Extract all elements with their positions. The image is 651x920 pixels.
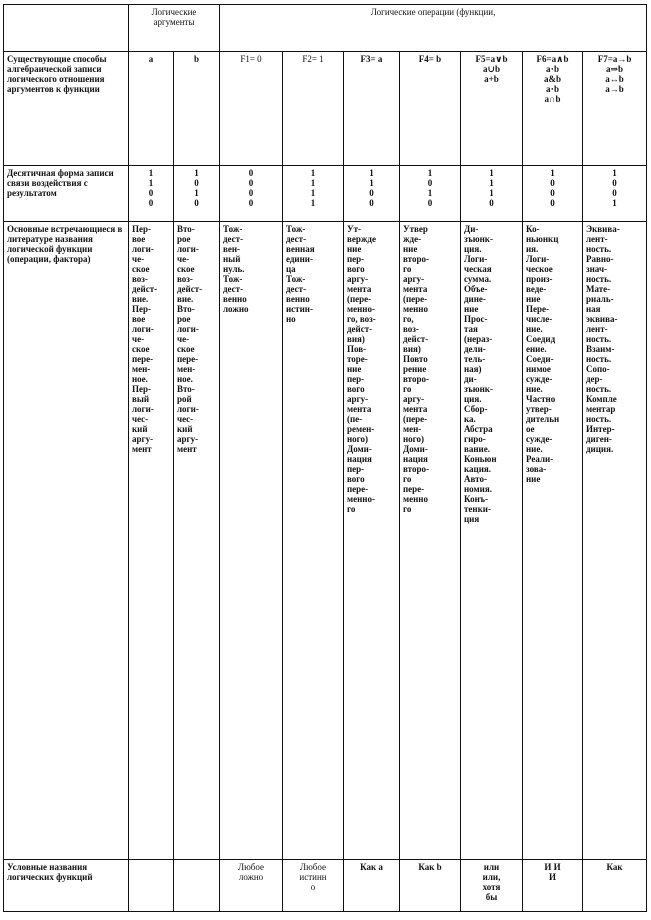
notation-row [4,52,647,166]
decimal-f7: 1 0 0 1 [583,166,647,222]
decimal-f1: 0 0 0 0 [220,166,283,222]
ops-header: Логические операции (функции, [220,5,647,52]
decimal-label: Десятичная форма записи связи воздействия с результатом [4,166,129,222]
conditional-label: Условные названия логических функций [4,860,129,912]
notation-f4: F4= b [400,52,461,166]
decimal-f6: 1 0 0 0 [523,166,583,222]
names-arg-b: Вто- рое логи- че- ское воз- дейст- вие. Вто- рое логи- че- ское пере- мен- ное. Вто- рой логи- чес- кий аргу- мент [174,222,220,860]
conditional-row [4,860,647,912]
decimal-f4: 1 0 1 0 [400,166,461,222]
names-row [4,222,647,860]
notation-label: Существующие способы алгебраической записи логического отношения аргументов к функции [4,52,129,166]
names-f6: Ко- ньюнкц ия. Логи- ческое произ- веде- ние Пере- числе- ние. Соедид ение. Соеди- нимое сужде- ние. Частно утвер- дительн ое сужде- ние. Реали- зова- ние [523,222,583,860]
names-f5: Ди- зъюнк- ция. Логи- ческая сумма. Объе- дине- ние Прос- тая (нераз- дели- тель- ная) ди- зъюнк- ция. Сбор- ка. Абстра гиро- вание. Коньюн кация. Авто- номия. Конъ- тенки- ция [461,222,523,860]
logic-functions-table [3,4,647,912]
decimal-f2: 1 1 1 1 [283,166,344,222]
names-label: Основные встречающиеся в литературе названия логической функции (операции, фактора) [4,222,129,860]
notation-f2: F2= 1 [283,52,344,166]
notation-arg-b: b [174,52,220,166]
conditional-f3: Как a [344,860,400,912]
decimal-arg-b: 1 0 1 0 [174,166,220,222]
names-f7: Эквива- лент- ность. Равно- знач- ность. Мате- риаль- ная эквива- лент- ность. Взаим- ность. Сопо- дер- ность. Компле ментар ность. Интер- диген- диция. [583,222,647,860]
names-arg-a: Пер- вое логи- че- ское воз- дейст- вие. Пер- вое логи- че- ское пере- мен- ное. Пер- вый логи- чес- кий аргу- мент [129,222,174,860]
notation-arg-a: a [129,52,174,166]
header-row [4,5,647,52]
conditional-f7: Как [583,860,647,912]
decimal-arg-a: 1 1 0 0 [129,166,174,222]
notation-f6: F6=a∧b a⋅b a&b a⋅b a∩b [523,52,583,166]
decimal-f5: 1 1 1 0 [461,166,523,222]
conditional-f1: Любое ложно [220,860,283,912]
conditional-f6: И И И [523,860,583,912]
conditional-f5: или или, хотя бы [461,860,523,912]
notation-f7: F7=a→b a⇒b a↔b a→b [583,52,647,166]
conditional-arg-a [129,860,174,912]
names-f1: Тож- дест- вен- ный нуль. Тож- дест- венно ложно [220,222,283,860]
names-f3: Ут- вержде ние пер- вого аргу- мента (пере- менно- го, воз- дейст- вия) Пов- торе- ние пер- вого аргу- мента (пе- ремен- ного) Доми- нация пер- вого пере- менно- го [344,222,400,860]
decimal-f3: 1 1 0 0 [344,166,400,222]
conditional-f2: Любое истинн о [283,860,344,912]
names-f2: Тож- дест- венная едини- ца Тож- дест- венно истин- но [283,222,344,860]
conditional-arg-b [174,860,220,912]
conditional-f4: Как b [400,860,461,912]
corner-cell [4,5,129,52]
notation-f5: F5=a∨b a∪b a+b [461,52,523,166]
notation-f3: F3= a [344,52,400,166]
notation-f1: F1= 0 [220,52,283,166]
args-header: Логические аргументы [129,5,220,52]
names-f4: Утвер жде- ние второ- го аргу- мента (пере- менно го, воз- дейст- вия) Повто рение второ- го аргу- мента (пере- мен- ного) Доми- нация второ- го пере- менно го [400,222,461,860]
decimal-row [4,166,647,222]
